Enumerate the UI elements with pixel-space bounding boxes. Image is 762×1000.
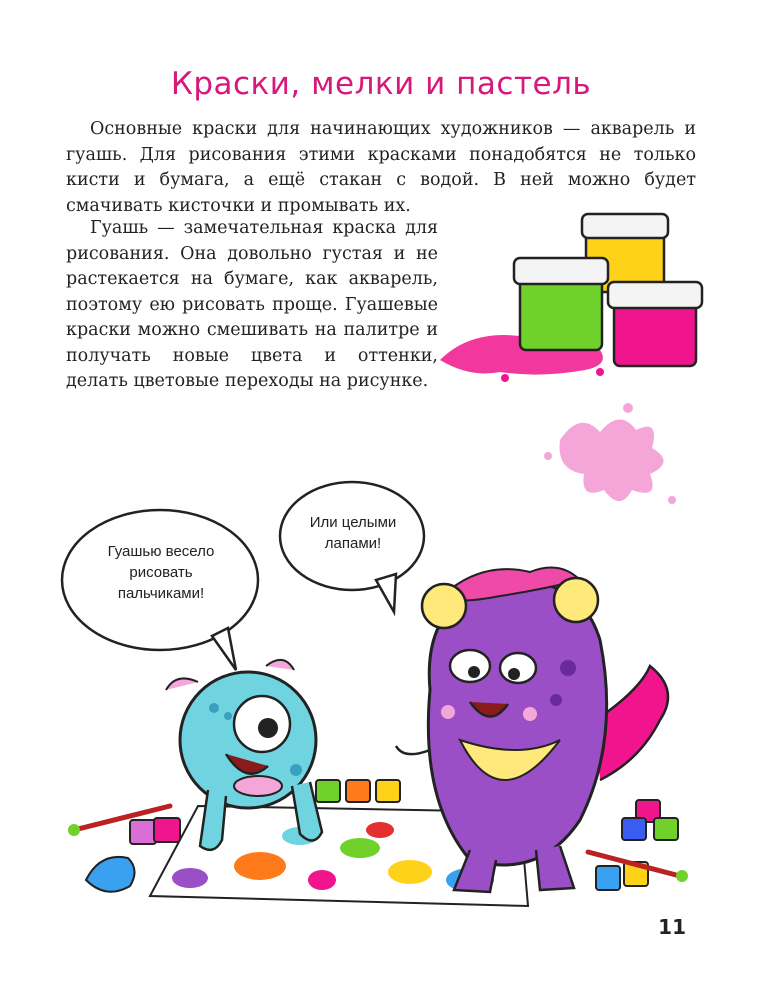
paragraph-intro: Основные краски для начинающих художников — акварель и гуашь. Для рисования этими красками понадобятся не только кисти и бумага, а ещё стакан с водой. В ней можно будет смачивать кисточки и промывать их. <box>66 119 696 216</box>
paint-jars-illustration <box>440 214 702 382</box>
small-paint-jars-center <box>316 780 400 802</box>
pink-splash-decoration <box>544 403 676 504</box>
page-number: 11 <box>658 915 686 939</box>
paragraph-gouache: Гуашь — замечательная краска для рисования. Она довольно густая и не растекается на бумаге, как акварель, поэтому ею рисовать проще. Гуашевые краски можно смешивать на палитре и получать новые цвета и оттенки, делать цветовые переходы на рисунке. <box>66 218 438 391</box>
right-paint-supplies <box>588 800 688 890</box>
speech-bubble-right-text: Или целыми лапами! <box>309 514 397 552</box>
speech-bubble-left-text: Гуашью весело рисовать пальчиками! <box>107 543 215 602</box>
page-title: Краски, мелки и пастель <box>170 66 592 102</box>
